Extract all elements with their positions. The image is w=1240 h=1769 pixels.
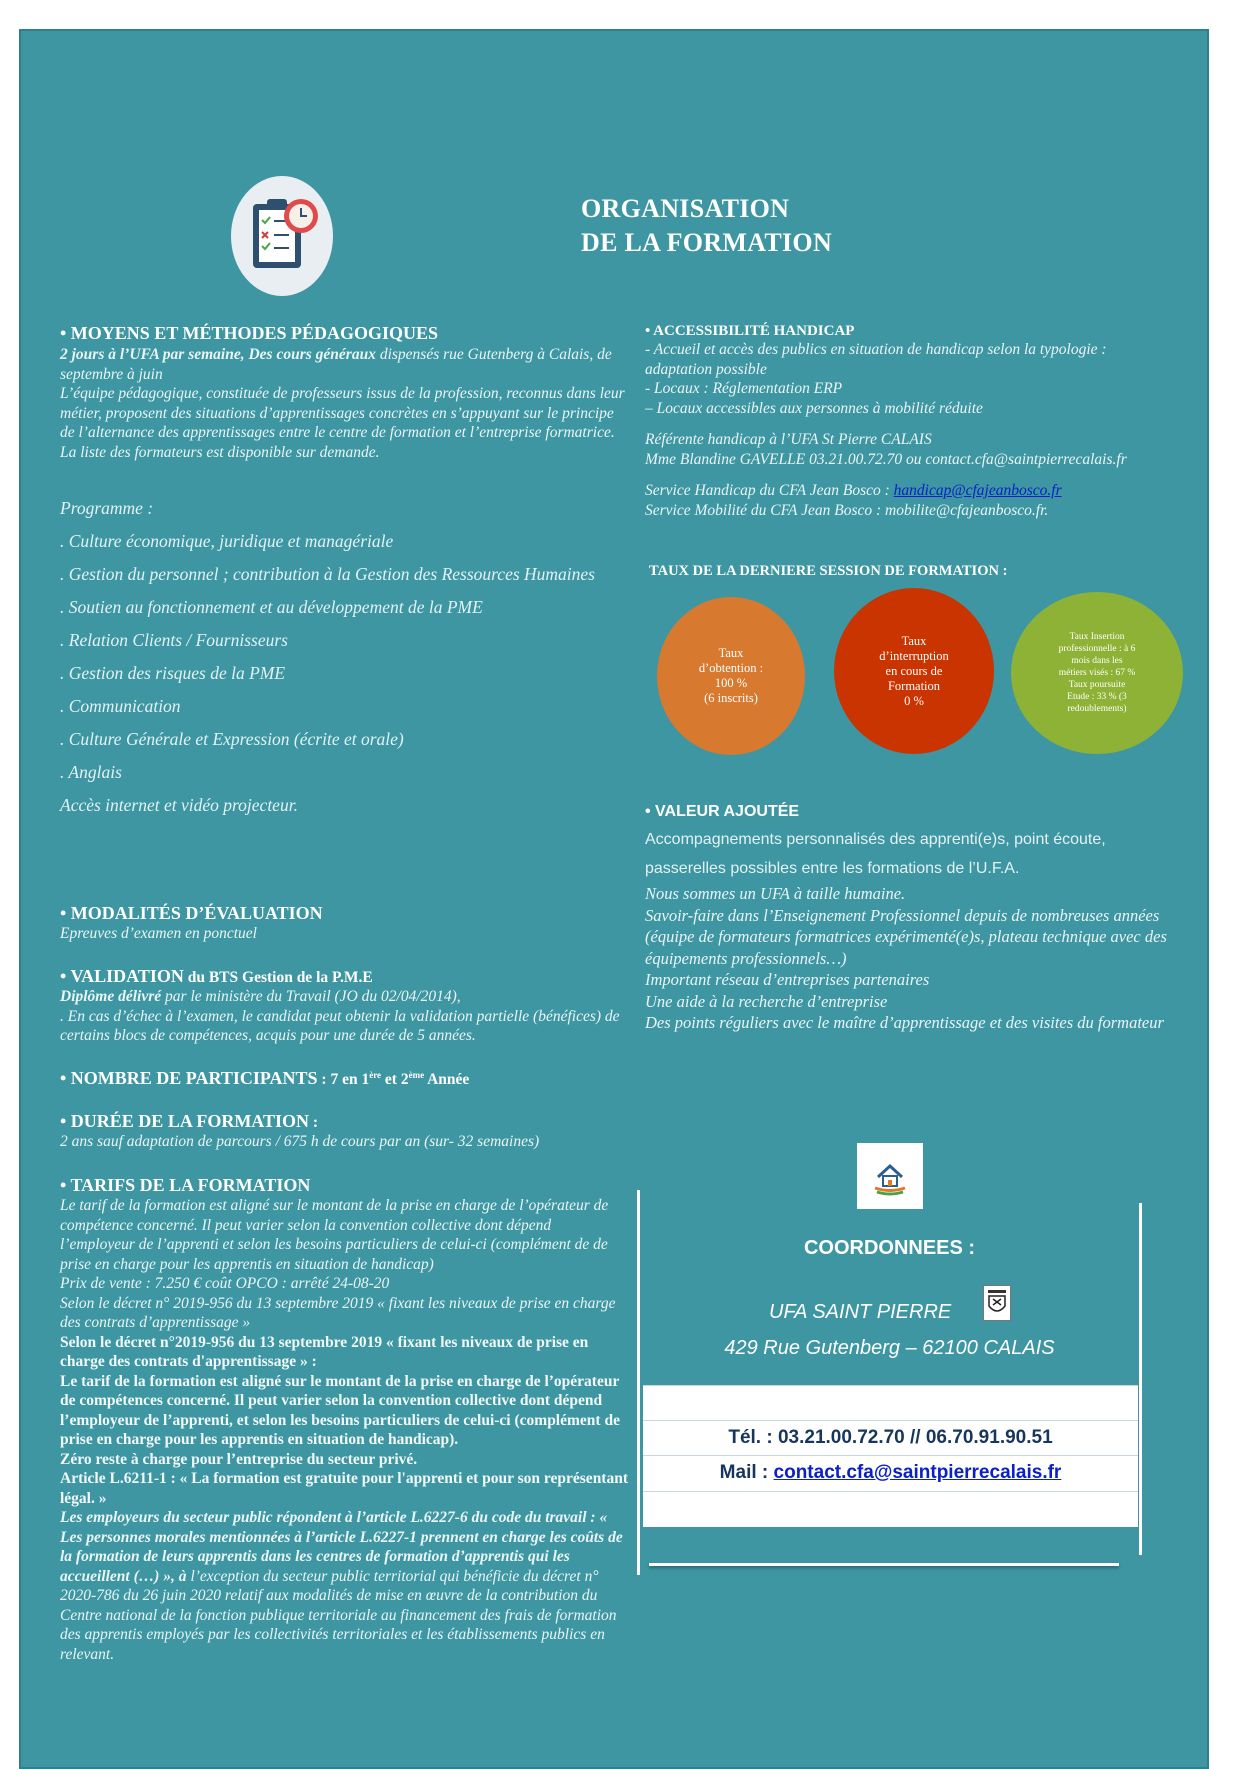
circle-line: mois dans les xyxy=(1071,656,1123,666)
circle-line: redoublements) xyxy=(1067,704,1127,714)
box-bottom-border xyxy=(649,1563,1119,1566)
handicap-heading: • ACCESSIBILITÉ HANDICAP xyxy=(645,323,855,339)
valeur-heading: • VALEUR AJOUTÉE xyxy=(645,803,800,820)
tarifs-italic-end: l’exception du secteur public territorial qui bénéficie du décret n° 2020-786 du 26 juin 2020 relatif aux modalités de mise en œuvre de la contribution du Centre national de la fonction publique territoriale au financement des frais de formation des apprentis employés par les collectivités territoriales et les établissements publics en relevant. xyxy=(60,1567,617,1663)
moyens-section xyxy=(60,323,625,462)
validation-diplome xyxy=(60,987,625,1007)
participants-sup1: ère xyxy=(369,1069,382,1080)
moyens-paragraph: L’équipe pédagogique, constituée de professeurs issus de la profession, reconnus dans leur métier, proposent des situations d’apprentissages concrètes en s’appuyant sur le principe de l’alternance des apprentissages entre le centre de formation et l’entreprise formatrice. La liste des formateurs est disponible sur demande. xyxy=(60,385,625,461)
validation-heading-big: • VALIDATION xyxy=(60,966,184,986)
moyens-lead-bold: 2 jours à l’UFA par semaine, Des cours généraux xyxy=(60,346,376,363)
evaluation-heading: • MODALITÉS D’ÉVALUATION xyxy=(60,903,323,923)
tarifs-heading: • TARIFS DE LA FORMATION xyxy=(60,1175,311,1195)
validation-section xyxy=(60,966,625,1046)
valeur-sans-1: Accompagnements personnalisés des apprenti(e)s, point écoute, xyxy=(645,831,1106,848)
taux-interruption-circle xyxy=(834,588,994,754)
duree-text: 2 ans sauf adaptation de parcours / 675 h de cours par an (sur- 32 semaines) xyxy=(60,1133,540,1150)
tarifs-bold-4: Article L.6211-1 : « La formation est gratuite pour l'apprenti et pour son représentant légal. » xyxy=(60,1470,629,1507)
school-crest xyxy=(983,1285,1011,1321)
valeur-item: Des points réguliers avec le maître d’apprentissage et des visites du formateur xyxy=(645,1013,1164,1032)
handicap-email-link[interactable]: handicap@cfajeanbosco.fr xyxy=(893,482,1062,499)
handicap-line: – Locaux accessibles aux personnes à mobilité réduite xyxy=(645,399,983,417)
circle-line: Etude : 33 % (3 xyxy=(1067,692,1127,702)
title-line-2: DE LA FORMATION xyxy=(581,228,833,257)
circle-line: métiers visés : 67 % xyxy=(1058,668,1136,678)
programme-item: . Gestion des risques de la PME xyxy=(60,663,286,683)
programme-item: . Communication xyxy=(60,696,181,716)
circle-line: 100 % xyxy=(714,676,748,690)
circle-line: Taux xyxy=(718,646,744,660)
phone-numbers: Tél. : 03.21.00.72.70 // 06.70.91.90.51 xyxy=(728,1427,1053,1448)
circle-line: d’obtention : xyxy=(698,661,764,675)
tarifs-bold-3: Zéro reste à charge pour l’entreprise du secteur privé. xyxy=(60,1450,418,1468)
tarifs-italic-1: Le tarif de la formation est aligné sur le montant de la prise en charge de l’opérateur de compétence concerné. Il peut varier selon la convention collective dont dépend l’employeur de l’apprenti et selon les besoins particuliers de celui-ci (complément de de prise en charge pour les apprentis en situation de handicap) xyxy=(60,1197,609,1273)
validation-heading xyxy=(60,966,625,987)
programme-item: . Culture économique, juridique et managériale xyxy=(60,531,394,551)
taux-heading: TAUX DE LA DERNIERE SESSION DE FORMATION : xyxy=(649,563,1008,579)
validation-heading-small: du BTS Gestion de la P.M.E xyxy=(183,969,373,986)
taux-obtention-text xyxy=(699,646,763,706)
title-line-1: ORGANISATION xyxy=(581,194,790,223)
circle-line: Taux xyxy=(901,633,927,648)
handicap-line: - Accueil et accès des publics en situation de handicap selon la typologie : adaptation possible xyxy=(645,341,1107,378)
tarifs-section xyxy=(60,1175,628,1664)
coordonnees-box xyxy=(637,1135,1142,1565)
tarifs-bold-italic: Les employeurs du secteur public répondent à l’article L.6227-6 du code du travail : « Les personnes morales mentionnées à l’article L.6227-1 prennent en charge les coûts de la formation de leurs apprentis dans les centres de formation d’apprentis qui les accueillent (…) », à xyxy=(60,1509,623,1585)
service-handicap-label: Service Handicap du CFA Jean Bosco : xyxy=(645,482,894,499)
valeur-item: Savoir-faire dans l’Enseignement Professionnel depuis de nombreuses années (équipe de formateurs formatrices expérimenté(e)s, plateau technique avec des équipements professionnels…) xyxy=(645,905,1167,968)
moyens-lead-rest: dispensés rue Gutenberg à Calais, de septembre à juin xyxy=(60,346,612,383)
handicap-referente: Référente handicap à l’UFA St Pierre CALAIS xyxy=(645,431,932,448)
programme-item: . Anglais xyxy=(60,762,122,782)
diplome-bold: Diplôme délivré xyxy=(60,988,162,1005)
service-handicap xyxy=(645,481,1170,501)
participants-heading: • NOMBRE DE PARTICIPANTS xyxy=(60,1068,318,1088)
circle-line: Taux Insertion xyxy=(1069,632,1125,642)
programme-section xyxy=(60,492,623,822)
valeur-item: Nous sommes un UFA à taille humaine. xyxy=(645,884,906,903)
valeur-item: Une aide à la recherche d’entreprise xyxy=(645,991,888,1011)
handicap-lines xyxy=(645,340,1170,418)
programme-item: . Soutien au fonctionnement et au développement de la PME xyxy=(60,597,483,617)
validation-echec: . En cas d’échec à l’examen, le candidat peut obtenir la validation partielle (bénéfices) de certains blocs de compétences, acquis pour une durée de 5 années. xyxy=(60,1007,620,1044)
valeur-section xyxy=(645,803,1170,1034)
participants-text-b: et 2 xyxy=(381,1071,409,1088)
programme-item: . Gestion du personnel ; contribution à la Gestion des Ressources Humaines xyxy=(60,564,595,584)
taux-interruption-text xyxy=(879,634,948,709)
coord-row-mail xyxy=(643,1455,1138,1491)
circle-line: (6 inscrits) xyxy=(704,691,758,705)
handicap-line: - Locaux : Réglementation ERP xyxy=(645,380,843,397)
moyens-heading: • MOYENS ET MÉTHODES PÉDAGOGIQUES xyxy=(60,323,439,343)
tarifs-bold-2: Le tarif de la formation est aligné sur le montant de la prise en charge de l’opérateur de compétences concerné. Il peut varier selon la convention collective dont dépend l’employeur de l’apprenti, et selon les besoins particuliers de celui-ci (complément de prise en charge pour les apprentis en situation de handicap). xyxy=(60,1372,620,1448)
participants-sup2: ème xyxy=(408,1069,425,1080)
coord-row-tel xyxy=(643,1420,1138,1455)
handicap-contact: Mme Blandine GAVELLE 03.21.00.72.70 ou contact.cfa@saintpierrecalais.fr xyxy=(645,450,1127,468)
duree-section xyxy=(60,1111,625,1152)
school-crest-icon xyxy=(984,1286,1010,1320)
moyens-lead xyxy=(60,345,625,384)
participants-section xyxy=(60,1068,625,1089)
circle-line: 0 % xyxy=(904,693,924,708)
ufa-address: 429 Rue Gutenberg – 62100 CALAIS xyxy=(724,1337,1055,1359)
programme-label: Programme : xyxy=(60,498,154,518)
coord-row-empty-2 xyxy=(643,1491,1138,1527)
participants-text-a: : 7 en 1 xyxy=(317,1071,370,1088)
checklist-logo xyxy=(231,176,333,296)
contact-email-link[interactable]: contact.cfa@saintpierrecalais.fr xyxy=(773,1462,1062,1483)
circle-line: d’interruption xyxy=(879,648,949,663)
checklist-clock-icon xyxy=(231,176,333,296)
evaluation-section xyxy=(60,903,625,944)
diplome-rest: par le ministère du Travail (JO du 02/04/2014), xyxy=(161,988,461,1005)
mail-line xyxy=(643,1456,1138,1490)
programme-item: . Culture Générale et Expression (écrite et orale) xyxy=(60,729,404,749)
coordonnees-heading: COORDONNEES : xyxy=(803,1237,976,1259)
valeur-item: Important réseau d’entreprises partenaires xyxy=(645,970,930,989)
duree-heading: • DURÉE DE LA FORMATION xyxy=(60,1111,309,1131)
service-mobilite: Service Mobilité du CFA Jean Bosco : mobilite@cfajeanbosco.fr. xyxy=(645,501,1049,519)
circle-line: Formation xyxy=(887,678,941,693)
circle-line: Taux poursuite xyxy=(1068,680,1126,690)
taux-insertion-circle xyxy=(1011,592,1183,754)
duree-colon: : xyxy=(309,1114,319,1131)
page-title xyxy=(581,192,832,260)
tarifs-bold-1: Selon le décret n°2019-956 du 13 septembre 2019 « fixant les niveaux de prise en charge des contrats d'apprentissage » : xyxy=(60,1333,589,1370)
valeur-items xyxy=(645,883,1170,1034)
handicap-section xyxy=(645,323,1170,520)
participants-text-c: Année xyxy=(424,1071,470,1088)
tarifs-decret-italic: Selon le décret n° 2019-956 du 13 septembre 2019 « fixant les niveaux de prise en charge des contrats d’apprentissage » xyxy=(60,1294,616,1331)
programme-item: Accès internet et vidéo projecteur. xyxy=(60,795,298,815)
tarifs-prix: Prix de vente : 7.250 € coût OPCO : arrêté 24-08-20 xyxy=(60,1275,390,1292)
programme-list xyxy=(60,525,623,822)
taux-obtention-circle xyxy=(657,597,805,755)
ufa-name: UFA SAINT PIERRE xyxy=(769,1301,952,1323)
valeur-sans-2: passerelles possibles entre les formations de l’U.F.A. xyxy=(645,860,1020,877)
evaluation-text: Epreuves d’examen en ponctuel xyxy=(60,925,257,942)
tarifs-public xyxy=(60,1508,628,1664)
coord-row-empty-1 xyxy=(643,1385,1138,1420)
mail-label: Mail : xyxy=(719,1462,774,1483)
programme-item: . Relation Clients / Fournisseurs xyxy=(60,630,288,650)
circle-line: en cours de xyxy=(885,663,943,678)
circle-line: professionnelle : à 6 xyxy=(1058,644,1136,654)
taux-insertion-text xyxy=(1059,631,1136,715)
